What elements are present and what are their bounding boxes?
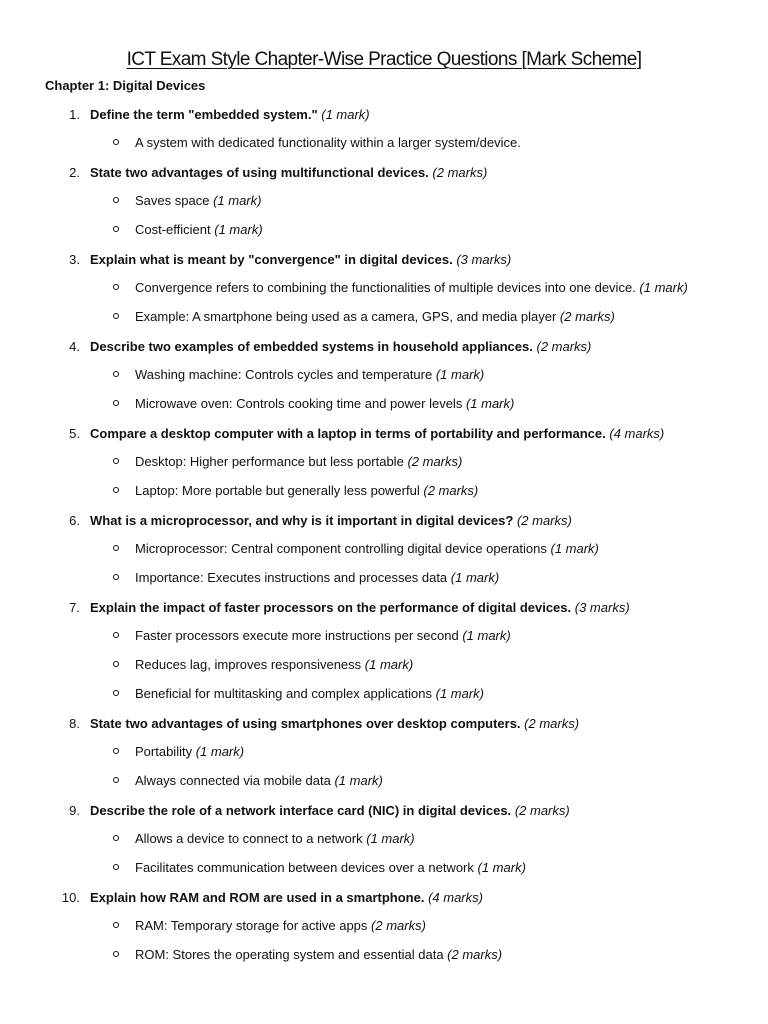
- answer-text: Microprocessor: Central component controlling digital device operations: [135, 541, 547, 556]
- question-marks: (2 marks): [516, 513, 572, 528]
- answer-text: Allows a device to connect to a network: [135, 831, 363, 846]
- question-item: [0, 707, 768, 736]
- question-stem: State two advantages of using multifunctional devices.: [90, 165, 429, 180]
- answer-marks: (2 marks): [447, 947, 503, 962]
- question-marks: (1 mark): [321, 107, 370, 122]
- answer-text-line: [135, 453, 462, 470]
- answer-text: Always connected via mobile data: [135, 773, 331, 788]
- question-item: [0, 504, 768, 533]
- answer-text-line: [135, 482, 478, 499]
- answer-text: Convergence refers to combining the functionalities of multiple devices into one device.: [135, 280, 636, 295]
- answer-marks: (2 marks): [371, 918, 426, 933]
- answer-marks: (1 mark): [435, 686, 485, 701]
- question-item: [0, 794, 768, 823]
- answer-text-line: [135, 946, 502, 963]
- question-number: 3.: [69, 252, 80, 267]
- hollow-bullet-icon: [113, 632, 119, 638]
- question-number: 5.: [69, 426, 80, 441]
- answer-marks: (1 mark): [550, 541, 599, 556]
- question-item: [0, 881, 768, 910]
- question-stem: Explain the impact of faster processors on the performance of digital devices.: [90, 600, 572, 615]
- answer-text-line: [135, 830, 415, 847]
- hollow-bullet-icon: [113, 661, 119, 667]
- answer-item: [0, 649, 768, 678]
- question-number: 2.: [69, 165, 80, 180]
- question-item: [0, 417, 768, 446]
- hollow-bullet-icon: [113, 864, 119, 870]
- question-text-line: [90, 889, 483, 906]
- question-item: [0, 156, 768, 185]
- answer-text: Laptop: More portable but generally less powerful: [135, 483, 420, 498]
- question-text-line: [90, 802, 570, 819]
- hollow-bullet-icon: [113, 371, 119, 377]
- answer-item: [0, 939, 768, 968]
- answer-text: ROM: Stores the operating system and essential data: [135, 947, 444, 962]
- answer-marks: (1 mark): [450, 570, 500, 585]
- hollow-bullet-icon: [113, 777, 119, 783]
- hollow-bullet-icon: [113, 748, 119, 754]
- answer-marks: (1 mark): [214, 222, 263, 237]
- answer-text: Desktop: Higher performance but less portable: [135, 454, 404, 469]
- answer-item: [0, 620, 768, 649]
- answer-marks: (1 mark): [364, 657, 414, 672]
- answer-marks: (1 mark): [462, 628, 511, 643]
- question-text-line: [90, 106, 370, 123]
- answer-text-line: [135, 772, 383, 789]
- answer-text: RAM: Temporary storage for active apps: [135, 918, 368, 933]
- answer-item: [0, 823, 768, 852]
- answer-text-line: [135, 569, 499, 586]
- answer-text: Saves space: [135, 193, 210, 208]
- question-number: 6.: [69, 513, 80, 528]
- question-marks: (3 marks): [574, 600, 630, 615]
- question-text-line: [90, 599, 630, 616]
- answer-marks: (1 mark): [477, 860, 526, 875]
- answer-item: [0, 359, 768, 388]
- answer-marks: (2 marks): [559, 309, 615, 324]
- question-marks: (2 marks): [524, 716, 580, 731]
- question-marks: (4 marks): [609, 426, 665, 441]
- hollow-bullet-icon: [113, 139, 119, 145]
- answer-item: [0, 533, 768, 562]
- answer-text: Importance: Executes instructions and processes data: [135, 570, 448, 585]
- answer-text: Washing machine: Controls cycles and temperature: [135, 367, 433, 382]
- question-item: [0, 243, 768, 272]
- answer-text: Facilitates communication between devices over a network: [135, 860, 474, 875]
- answer-text: Reduces lag, improves responsiveness: [135, 657, 362, 672]
- hollow-bullet-icon: [113, 545, 119, 551]
- question-marks: (2 marks): [536, 339, 592, 354]
- question-list: [0, 98, 768, 968]
- answer-item: [0, 301, 768, 330]
- answer-text-line: [135, 395, 514, 412]
- answer-text-line: [135, 743, 244, 760]
- answer-text-line: [135, 540, 599, 557]
- answer-text-line: [135, 134, 521, 151]
- hollow-bullet-icon: [113, 574, 119, 580]
- question-marks: (4 marks): [428, 890, 483, 905]
- question-number: 8.: [69, 716, 80, 731]
- answer-marks: (1 mark): [213, 193, 262, 208]
- answer-marks: (1 mark): [195, 744, 245, 759]
- question-text-line: [90, 512, 572, 529]
- question-text-line: [90, 715, 579, 732]
- question-number: 1.: [69, 107, 80, 122]
- hollow-bullet-icon: [113, 922, 119, 928]
- question-text-line: [90, 425, 664, 442]
- answer-text-line: [135, 279, 688, 296]
- answer-marks: (1 mark): [334, 773, 383, 788]
- question-stem: Explain what is meant by "convergence" in digital devices.: [90, 252, 453, 267]
- answer-text-line: [135, 366, 484, 383]
- answer-item: [0, 185, 768, 214]
- chapter-heading: Chapter 1: Digital Devices: [45, 78, 206, 93]
- question-marks: (3 marks): [456, 252, 512, 267]
- answer-text: Cost-efficient: [135, 222, 211, 237]
- answer-item: [0, 214, 768, 243]
- question-stem: Define the term "embedded system.": [90, 107, 318, 122]
- answer-item: [0, 446, 768, 475]
- answer-item: [0, 127, 768, 156]
- answer-item: [0, 475, 768, 504]
- hollow-bullet-icon: [113, 690, 119, 696]
- question-number: 4.: [69, 339, 80, 354]
- answer-text-line: [135, 917, 426, 934]
- answer-text-line: [135, 627, 511, 644]
- question-number: 7.: [69, 600, 80, 615]
- answer-text: Microwave oven: Controls cooking time and power levels: [135, 396, 463, 411]
- hollow-bullet-icon: [113, 487, 119, 493]
- answer-item: [0, 765, 768, 794]
- answer-text: Faster processors execute more instructions per second: [135, 628, 459, 643]
- question-item: [0, 330, 768, 359]
- hollow-bullet-icon: [113, 197, 119, 203]
- answer-text-line: [135, 859, 526, 876]
- question-stem: Describe the role of a network interface card (NIC) in digital devices.: [90, 803, 512, 818]
- question-stem: Describe two examples of embedded systems in household appliances.: [90, 339, 533, 354]
- answer-text: A system with dedicated functionality within a larger system/device.: [135, 135, 521, 150]
- hollow-bullet-icon: [113, 458, 119, 464]
- question-stem: What is a microprocessor, and why is it important in digital devices?: [90, 513, 514, 528]
- answer-text-line: [135, 685, 484, 702]
- question-item: [0, 98, 768, 127]
- answer-item: [0, 910, 768, 939]
- hollow-bullet-icon: [113, 313, 119, 319]
- question-text-line: [90, 251, 511, 268]
- question-marks: (2 marks): [514, 803, 570, 818]
- hollow-bullet-icon: [113, 400, 119, 406]
- answer-marks: (1 mark): [435, 367, 485, 382]
- hollow-bullet-icon: [113, 284, 119, 290]
- question-number: 10.: [61, 890, 80, 905]
- hollow-bullet-icon: [113, 835, 119, 841]
- hollow-bullet-icon: [113, 226, 119, 232]
- answer-text: Portability: [135, 744, 193, 759]
- answer-text: Example: A smartphone being used as a camera, GPS, and media player: [135, 309, 557, 324]
- answer-text-line: [135, 192, 261, 209]
- answer-text-line: [135, 221, 263, 238]
- page-title: ICT Exam Style Chapter-Wise Practice Questions [Mark Scheme]: [126, 49, 642, 70]
- answer-item: [0, 852, 768, 881]
- answer-marks: (1 mark): [366, 831, 415, 846]
- question-item: [0, 591, 768, 620]
- question-marks: (2 marks): [432, 165, 488, 180]
- answer-marks: (1 mark): [639, 280, 688, 295]
- answer-item: [0, 678, 768, 707]
- question-text-line: [90, 338, 591, 355]
- answer-item: [0, 388, 768, 417]
- answer-marks: (2 marks): [407, 454, 463, 469]
- answer-text: Beneficial for multitasking and complex applications: [135, 686, 432, 701]
- answer-item: [0, 736, 768, 765]
- question-stem: State two advantages of using smartphones over desktop computers.: [90, 716, 521, 731]
- answer-marks: (2 marks): [423, 483, 479, 498]
- answer-marks: (1 mark): [465, 396, 515, 411]
- question-stem: Compare a desktop computer with a laptop in terms of portability and performance.: [90, 426, 606, 441]
- answer-text-line: [135, 308, 615, 325]
- question-stem: Explain how RAM and ROM are used in a smartphone.: [90, 890, 425, 905]
- answer-item: [0, 272, 768, 301]
- hollow-bullet-icon: [113, 951, 119, 957]
- question-number: 9.: [69, 803, 80, 818]
- answer-text-line: [135, 656, 413, 673]
- answer-item: [0, 562, 768, 591]
- question-text-line: [90, 164, 487, 181]
